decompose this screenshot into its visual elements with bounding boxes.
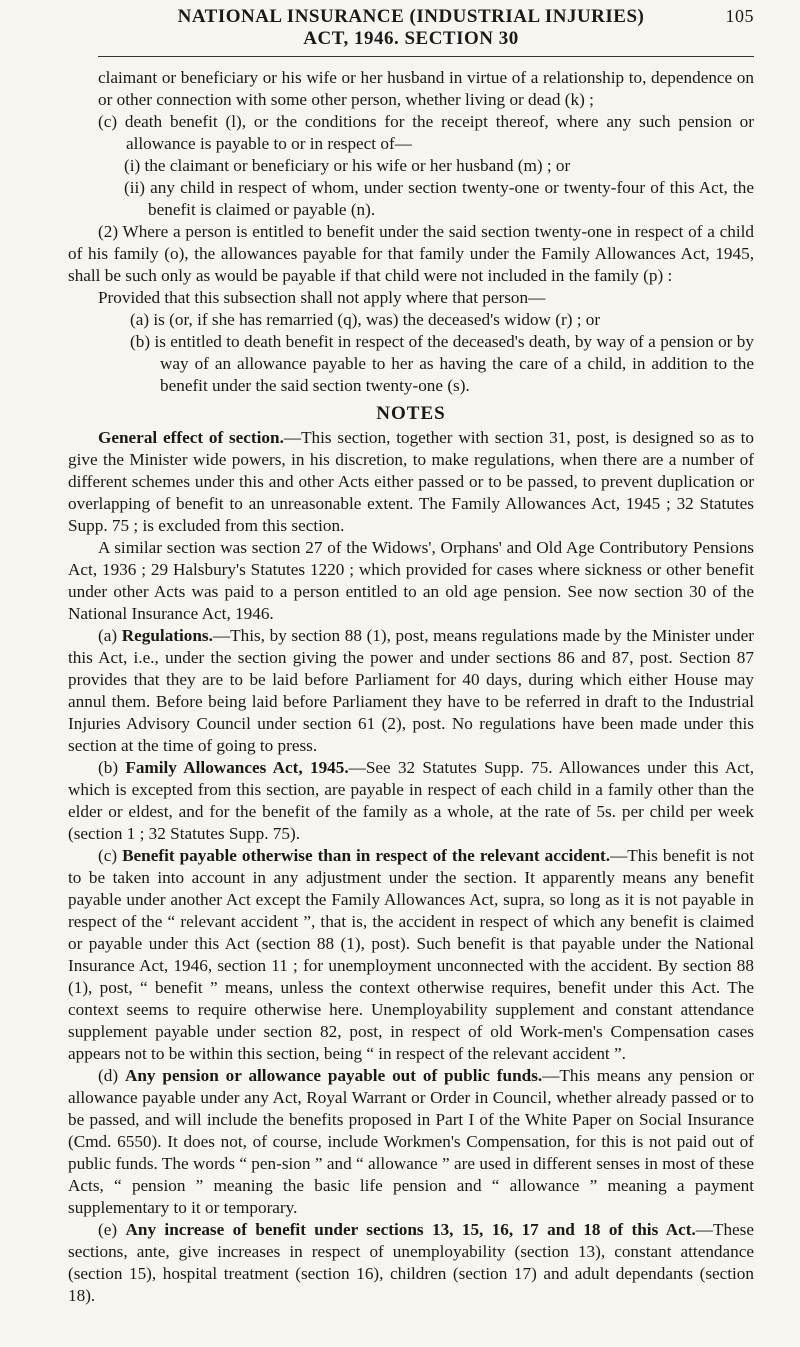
note-text: —These sections, ante, give increases in respect of unemployability (section 13), constant attendance (section 15), hospital treatment (section 16), children (section 17) and adult dependants (section 18). <box>68 1220 754 1305</box>
note-label: (a) <box>98 626 118 645</box>
running-head <box>68 6 754 50</box>
note-label: (b) <box>98 758 119 777</box>
note-heading: Any increase of benefit under sections 13, 15, 16, 17 and 18 of this Act. <box>125 1220 696 1239</box>
page-number: 105 <box>725 6 754 26</box>
notes-heading: NOTES <box>376 403 446 424</box>
statute-proviso-b: (b) is entitled to death benefit in respect of the deceased's death, by way of a pension or by way of an allowance payable to her as having the care of a child, in addition to the benefit under the said section twenty-one (s). <box>130 332 754 395</box>
note-text: —This section, together with section 31, post, is designed so as to give the Minister wide powers, in his discretion, to make regulations, when there are a number of different schemes under this and other Acts either passed or to be passed, to prevent duplication or overlapping of benefit to an unreasonable extent. The Family Allowances Act, 1945 ; 32 Statutes Supp. 75 ; is excluded from this section. <box>68 428 754 535</box>
statute-para-c-i: (i) the claimant or beneficiary or his wife or her husband (m) ; or <box>124 156 571 175</box>
statute-proviso: Provided that this subsection shall not apply where that person— <box>98 288 546 307</box>
statute-continuation: claimant or beneficiary or his wife or her husband in virtue of a relationship to, dependence on or other connection with some other person, whether living or dead (k) ; <box>98 68 754 109</box>
statute-para-c-ii: (ii) any child in respect of whom, under section twenty-one or twenty-four of this Act, the benefit is claimed or payable (n). <box>124 178 754 219</box>
statute-subsection-2: (2) Where a person is entitled to benefit under the said section twenty-one in respect of a child of his family (o), the allowances payable for that family under the Family Allowances Act, 1945, shall be such only as would be payable if that child were not included in the family (p) : <box>68 222 754 285</box>
note-a <box>68 625 754 757</box>
header-rule <box>98 56 754 57</box>
statute-proviso-a: (a) is (or, if she has remarried (q), was) the deceased's widow (r) ; or <box>130 310 601 329</box>
note-heading: General effect of section. <box>98 428 284 447</box>
note-general-effect <box>68 427 754 537</box>
note-b <box>68 757 754 845</box>
note-text: —This, by section 88 (1), post, means regulations made by the Minister under this Act, i.e., under the section giving the power and under sections 86 and 87, post. Section 87 provides that they are to be laid before Parliament for 40 days, during which either House may annul them. Before being laid before Parliament they have to be referred in draft to the Industrial Injuries Advisory Council under section 61 (2), post. No regulations have been made under this section at the time of going to press. <box>68 626 754 755</box>
header-title-line1: NATIONAL INSURANCE (INDUSTRIAL INJURIES) <box>177 6 645 27</box>
note-e <box>68 1219 754 1307</box>
note-label: (e) <box>98 1220 118 1239</box>
note-text: —This benefit is not to be taken into account in any adjustment under the section. It apparently means any benefit payable under another Act except the Family Allowances Act, supra, so long as it is not payable in respect of the “ relevant accident ”, that is, the accident in respect of which any benefit is claimed or payable under this Act (section 88 (1), post). Such benefit is that payable under the National Insurance Act, 1946, section 11 ; for unemployment unconnected with the accident. By section 88 (1), post, “ benefit ” means, unless the context otherwise requires, benefit under this Act. The context seems to require otherwise here. Unemployability supplement and constant attendance supplement payable under section 82, post, in respect of old Work-men's Compensation cases appears not to be within this section, being “ in respect of the relevant accident ”. <box>68 846 754 1063</box>
note-label: (c) <box>98 846 118 865</box>
note-text: —This means any pension or allowance payable under any Act, Royal Warrant or Order in Council, whether already passed or to be passed, and will include the benefits proposed in Part I of the White Paper on Social Insurance (Cmd. 6550). It does not, of course, include Workmen's Compensation, for this is not paid out of public funds. The words “ pen-sion ” and “ allowance ” are used in different senses in most of these Acts, “ pension ” meaning the basic life pension and “ allowance ” meaning a payment supplementary to it or temporary. <box>68 1066 754 1217</box>
note-similar-section: A similar section was section 27 of the Widows', Orphans' and Old Age Contributory Pensions Act, 1936 ; 29 Halsbury's Statutes 1220 ; which provided for cases where sickness or other benefit under other Acts was paid to a person entitled to an old age pension. See now section 30 of the National Insurance Act, 1946. <box>68 538 754 623</box>
statute-para-c: (c) death benefit (l), or the conditions for the receipt thereof, where any such pension or allowance is payable to or in respect of— <box>98 112 754 153</box>
note-heading: Any pension or allowance payable out of public funds. <box>124 1066 543 1085</box>
note-heading: Regulations. <box>121 626 213 645</box>
note-text: —See 32 Statutes Supp. 75. Allowances under this Act, which is excepted from this section, are payable in respect of each child in a family other than the elder or eldest, and for the benefit of the family as a whole, at the rate of 5s. per child per week (section 1 ; 32 Statutes Supp. 75). <box>68 758 754 843</box>
note-c <box>68 845 754 1065</box>
note-heading: Benefit payable otherwise than in respect of the relevant accident. <box>122 846 611 865</box>
note-heading: Family Allowances Act, 1945. <box>125 758 349 777</box>
note-label: (d) <box>98 1066 119 1085</box>
header-title-line2: ACT, 1946. SECTION 30 <box>303 28 519 49</box>
note-d <box>68 1065 754 1219</box>
